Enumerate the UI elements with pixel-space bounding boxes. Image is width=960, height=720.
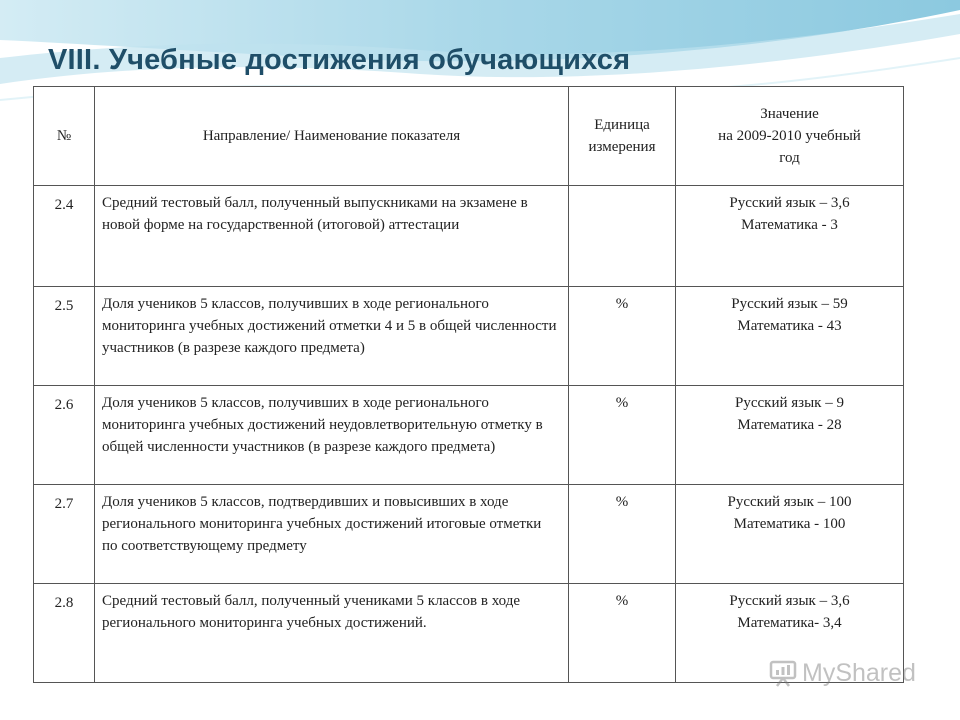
row-value-russian: Русский язык – 100	[727, 494, 852, 510]
row-unit	[569, 186, 676, 287]
row-value-math: Математика - 28	[737, 417, 842, 433]
row-value-math: Математика - 43	[737, 318, 842, 334]
row-value-math: Математика - 100	[733, 516, 846, 532]
table-row	[34, 485, 904, 584]
row-value	[676, 485, 904, 584]
row-value-math: Математика - 3	[741, 217, 838, 233]
row-value-russian: Русский язык – 3,6	[729, 593, 850, 609]
row-value	[676, 186, 904, 287]
row-indicator-name: Доля учеников 5 классов, получивших в ходе регионального мониторинга учебных достижений неудовлетворительную отметку в общей численности участников (в разрезе каждого предмета)	[95, 386, 569, 485]
header-value-line1: Значение	[760, 106, 819, 122]
table-row	[34, 386, 904, 485]
row-num: 2.4	[34, 186, 95, 287]
header-name: Направление/ Наименование показателя	[95, 87, 569, 186]
row-unit: %	[569, 287, 676, 386]
row-unit: %	[569, 386, 676, 485]
achievements-table	[33, 86, 904, 683]
row-value-russian: Русский язык – 59	[731, 296, 848, 312]
row-indicator-name: Средний тестовый балл, полученный учениками 5 классов в ходе регионального мониторинга учебных достижений.	[95, 584, 569, 683]
row-value-math: Математика- 3,4	[737, 615, 842, 631]
row-num: 2.7	[34, 485, 95, 584]
header-value-line2: на 2009-2010 учебный	[718, 128, 861, 144]
row-unit: %	[569, 584, 676, 683]
row-value	[676, 386, 904, 485]
table-row	[34, 287, 904, 386]
presentation-icon	[768, 658, 798, 688]
header-num: №	[34, 87, 95, 186]
table-header-row	[34, 87, 904, 186]
header-unit-line1: Единица	[594, 117, 650, 133]
slide-title: VIII. Учебные достижения обучающихся	[48, 44, 631, 76]
header-value	[676, 87, 904, 186]
row-num: 2.6	[34, 386, 95, 485]
row-indicator-name: Доля учеников 5 классов, подтвердивших и повысивших в ходе регионального мониторинга учебных достижений итоговые отметки по соответствующему предмету	[95, 485, 569, 584]
row-indicator-name: Доля учеников 5 классов, получивших в ходе регионального мониторинга учебных достижений отметки 4 и 5 в общей численности участников (в разрезе каждого предмета)	[95, 287, 569, 386]
row-num: 2.5	[34, 287, 95, 386]
header-unit	[569, 87, 676, 186]
row-value-russian: Русский язык – 3,6	[729, 195, 850, 211]
row-indicator-name: Средний тестовый балл, полученный выпускниками на экзамене в новой форме на государственной (итоговой) аттестации	[95, 186, 569, 287]
header-unit-line2: измерения	[588, 139, 656, 155]
row-value	[676, 287, 904, 386]
row-value-russian: Русский язык – 9	[735, 395, 844, 411]
header-value-line3: год	[779, 150, 800, 166]
watermark	[768, 656, 928, 690]
row-num: 2.8	[34, 584, 95, 683]
row-unit: %	[569, 485, 676, 584]
table-row	[34, 186, 904, 287]
watermark-text: MyShared	[802, 658, 916, 687]
